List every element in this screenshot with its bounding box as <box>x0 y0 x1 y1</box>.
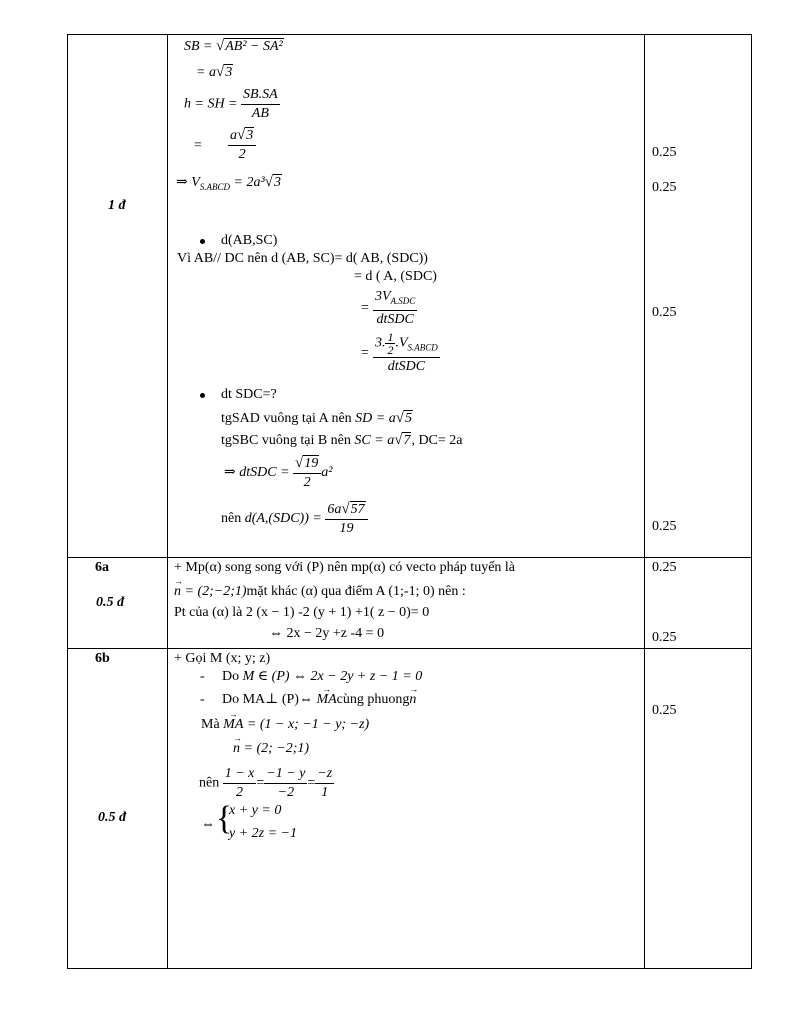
row-6a-label: 6a <box>95 560 109 575</box>
normal-vector-line: → n = (2;−2;1)mặt khác (α) qua điểm A (1;-1; 0) nên : <box>174 584 466 600</box>
formula-eq-sign: = <box>194 138 202 153</box>
plane-equation: Pt của (α) là 2 (x − 1) -2 (y + 1) +1( z − 0)= 0 <box>174 605 430 620</box>
table-right-border <box>751 34 752 969</box>
table-bottom-border <box>67 968 752 969</box>
dash: - <box>200 692 205 707</box>
formula-result: nên d(A,(SDC)) = $\frac{6a√57}{19}$ <box>221 500 368 538</box>
column-divider <box>644 34 645 969</box>
score: 0.25 <box>652 180 677 195</box>
formula-h-value: $\frac{a√3}{2}$ <box>228 126 256 164</box>
score: 0.25 <box>652 560 677 575</box>
row-1-points: 1 đ <box>108 198 126 213</box>
row-6b-label: 6b <box>95 651 110 666</box>
score: 0.25 <box>652 703 677 718</box>
vector-ma: Mà → MA = (1 − x; −1 − y; −z) <box>201 717 369 733</box>
formula-sb: SB = √AB² − SA² <box>184 38 283 54</box>
distance-eq: = d ( A, (SDC) <box>354 269 437 284</box>
system-equation-1: x + y = 0 <box>229 803 282 818</box>
triangle-sad-line: tgSAD vuông tại A nên SD = a√5 <box>221 410 412 426</box>
row-divider <box>67 557 752 558</box>
row-6b-points: 0.5 đ <box>98 810 126 825</box>
vector-n: → n = (2; −2;1) <box>233 741 309 757</box>
equivalent-arrow: ⇔ <box>201 817 215 832</box>
bullet <box>200 393 205 398</box>
formula-volume: ⇒ $V_{S.ABCD} = 2a^3√3$ <box>176 174 281 192</box>
condition-perpendicular: Do MA⊥ (P)⇔ → MAcùng phuong→ n <box>222 692 416 708</box>
table-left-border <box>67 34 68 969</box>
formula-h: h = SH = $\frac{SB.SA}{AB}$ <box>184 87 278 121</box>
distance-reason: Vì AB// DC nên d (AB, SC)= d( AB, (SDC)) <box>177 251 428 266</box>
distance-heading: d(AB,SC) <box>221 233 278 248</box>
formula-sb-value: = a√3 <box>196 64 233 80</box>
formula-distance-2: = 3. $\frac{1}{2}$ $.V_{S.ABCD}$ dtSDC <box>360 330 438 374</box>
score: 0.25 <box>652 630 677 645</box>
condition-in-plane: Do M ∈ (P) ⇔ 2x − 2y + z − 1 = 0 <box>222 669 423 684</box>
plane-statement: + Mp(α) song song với (P) nên mp(α) có vecto pháp tuyến là <box>174 560 516 575</box>
area-heading: dt SDC=? <box>221 387 277 402</box>
formula-distance-1: = $\frac{3V_{A.SDC}}{\text{dtSDC}}$ <box>360 289 416 327</box>
score: 0.25 <box>652 305 677 320</box>
formula-area: ⇒ dtSDC = $\frac{√19}{2}$ a² <box>224 455 333 490</box>
triangle-sbc-line: tgSBC vuông tại B nên SC = a√7, DC= 2a <box>221 432 463 448</box>
system-brace: { <box>216 800 233 837</box>
score: 0.25 <box>652 145 677 160</box>
row-6a-points: 0.5 đ <box>96 595 124 610</box>
proportion-equation: nên $\frac{1 - x}{2}$ = $\frac{-1 - y}{-2}$ = $\frac{-z}{1}$ <box>199 766 333 800</box>
plane-equation-simplified: ⇔ 2x − 2y +z -4 = 0 <box>269 626 385 641</box>
score: 0.25 <box>652 519 677 534</box>
column-divider <box>167 34 168 969</box>
bullet <box>200 239 205 244</box>
system-equation-2: y + 2z = −1 <box>229 826 298 841</box>
point-m-definition: + Gọi M (x; y; z) <box>174 651 271 666</box>
dash: - <box>200 669 205 684</box>
row-divider <box>67 648 752 649</box>
table-top-border <box>67 34 752 35</box>
